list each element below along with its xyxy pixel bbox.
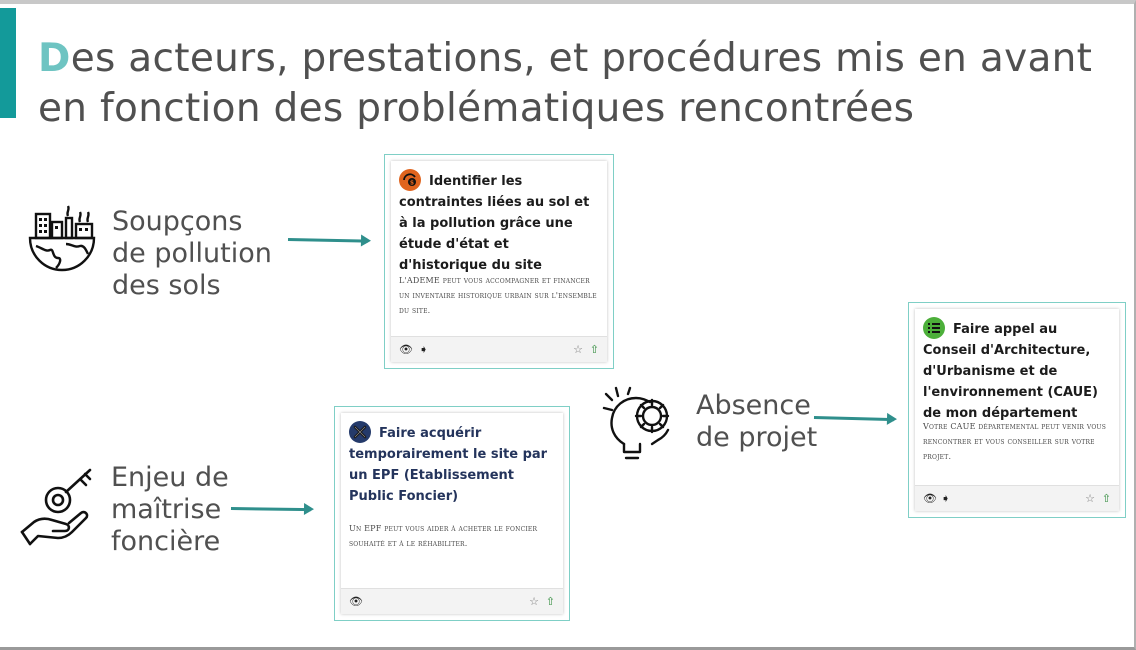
checklist-icon <box>923 317 945 339</box>
card-title-text: Faire acquérir temporairement le site par un EPF (Etablissement Public Foncier) <box>349 426 548 504</box>
card-description: Votre CAUE départemental peut venir vous rencontrer et vous conseiller sur votre projet. <box>923 422 1106 461</box>
star-icon[interactable]: ☆ <box>1085 492 1095 505</box>
eye-icon[interactable]: 👁 <box>923 492 937 505</box>
arrow-fonciere <box>231 507 311 511</box>
card-title <box>349 421 555 507</box>
title-first-letter: D <box>38 36 71 81</box>
svg-text:$: $ <box>409 179 415 187</box>
slide-title <box>38 34 1118 134</box>
star-icon[interactable]: ☆ <box>573 343 583 356</box>
title-rest: es acteurs, prestations, et procédures mis en avant en fonction des problématiques rencontrées <box>38 36 1093 131</box>
share-icon[interactable]: ⇧ <box>1101 492 1111 505</box>
polluted-earth-icon <box>26 200 98 274</box>
star-icon[interactable]: ☆ <box>529 595 539 608</box>
signpost-icon[interactable]: ➧ <box>419 343 429 356</box>
problem-label-fonciere: Enjeu de maîtrise foncière <box>111 462 229 557</box>
share-icon[interactable]: ⇧ <box>589 343 599 356</box>
card-title-text: Identifier les contraintes liées au sol et à la pollution grâce une étude d'état et d'historique du site <box>399 174 590 273</box>
tools-icon <box>349 421 371 443</box>
card-footer <box>915 485 1119 511</box>
card-description: L'ADEME peut vous accompagner et financer un inventaire historique urbain sur l'ensemble du site. <box>399 276 597 315</box>
share-icon[interactable]: ⇧ <box>545 595 555 608</box>
money-cycle-icon <box>399 169 421 191</box>
arrow-pollution <box>288 238 368 243</box>
card-footer <box>341 588 563 614</box>
card-title-text: Faire appel au Conseil d'Architecture, d'Urbanisme et de l'environnement (CAUE) de mon département <box>923 322 1098 421</box>
card-caue[interactable] <box>908 302 1126 518</box>
eye-icon[interactable]: 👁 <box>399 343 413 356</box>
accent-bar <box>0 8 16 118</box>
card-footer <box>391 336 607 362</box>
problem-label-pollution: Soupçons de pollution des sols <box>112 206 272 301</box>
lightbulb-gear-icon <box>602 386 678 464</box>
signpost-icon[interactable]: ➧ <box>941 492 951 505</box>
problem-label-projet: Absence de projet <box>696 390 818 453</box>
card-title <box>399 169 599 276</box>
key-in-hand-icon <box>20 466 96 550</box>
eye-icon[interactable]: 👁 <box>349 595 363 608</box>
card-epf-acquisition[interactable] <box>334 406 570 621</box>
card-description: Un EPF peut vous aider à acheter le foncier souhaité et à le réhabiliter. <box>349 524 538 548</box>
card-pollution-study[interactable] <box>384 154 614 369</box>
card-title <box>923 317 1111 424</box>
